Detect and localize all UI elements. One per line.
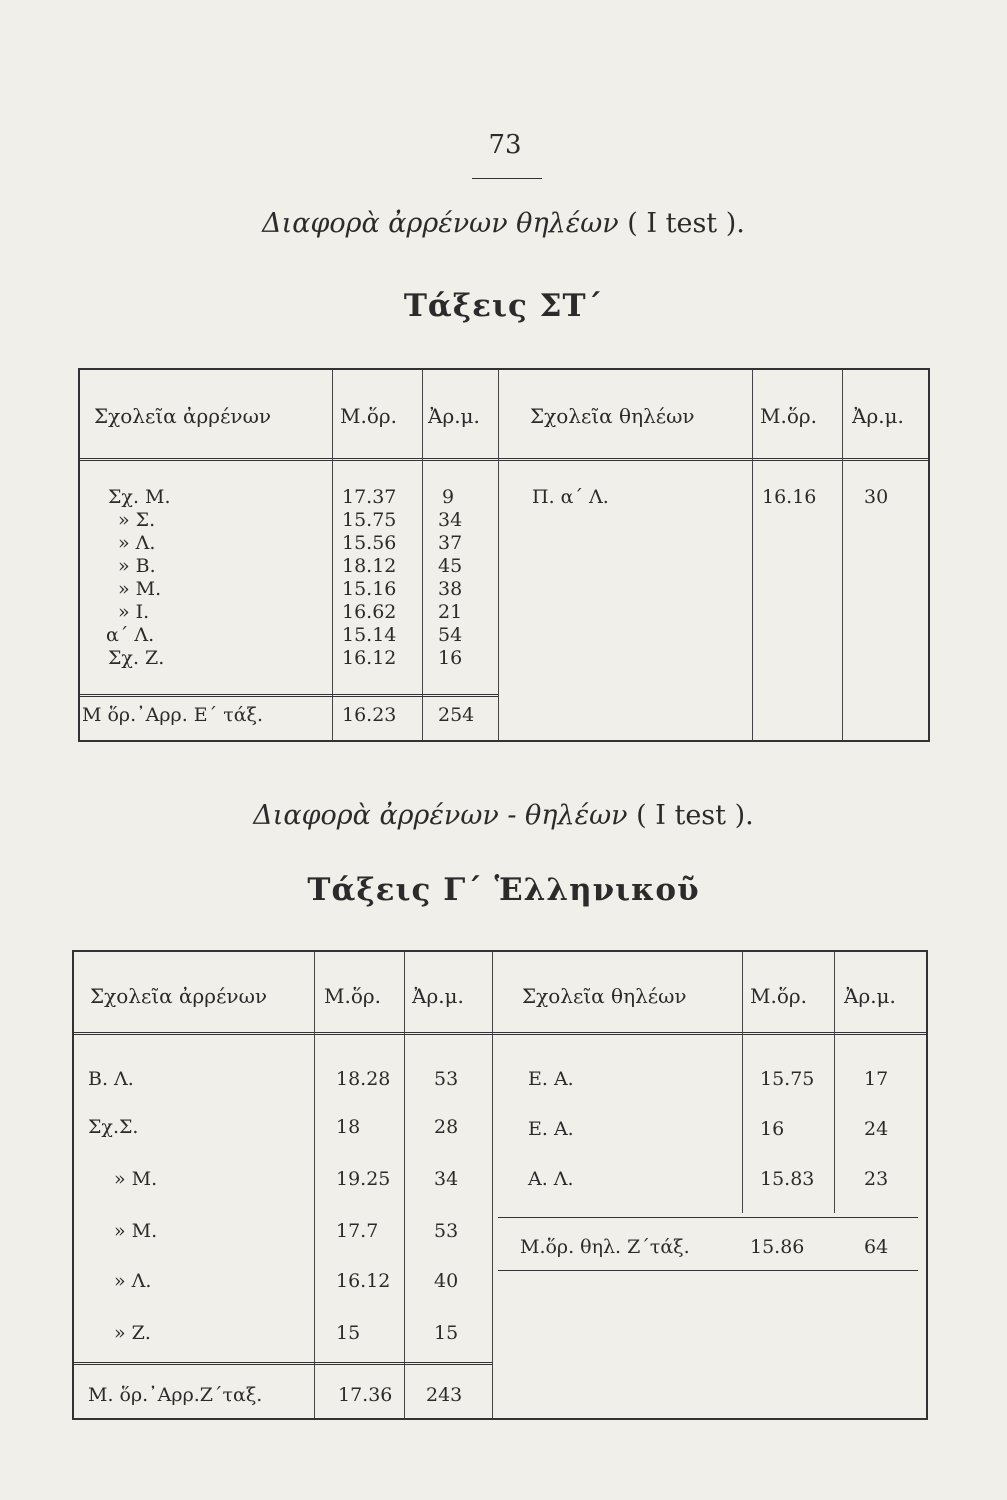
boys-mean: 16.12 [336, 1270, 391, 1292]
section2-title-test: ( I test ). [636, 800, 754, 831]
boys-mean: 15.16 [342, 578, 397, 600]
section1-title-test: ( I test ). [627, 208, 745, 239]
column-divider [842, 370, 843, 740]
boys-school: Σχ. Ζ. [108, 647, 165, 669]
header-girls-mean: Μ.ὅρ. [760, 404, 817, 428]
girls-count: 23 [864, 1168, 889, 1190]
summary-count: 254 [438, 704, 475, 726]
summary-count: 243 [426, 1384, 463, 1406]
girls-summary-count: 64 [864, 1236, 889, 1258]
summary-mean: 17.36 [338, 1384, 393, 1406]
boys-mean: 19.25 [336, 1168, 391, 1190]
boys-mean: 15.75 [342, 509, 397, 531]
boys-count: 37 [438, 532, 463, 554]
boys-mean: 18.12 [342, 555, 397, 577]
girls-school: Π. α΄ Λ. [532, 486, 609, 508]
boys-mean: 18.28 [336, 1068, 391, 1090]
girls-summary-label: Μ.ὅρ. θηλ. Ζ΄τάξ. [520, 1236, 690, 1258]
boys-school: » Σ. [118, 509, 156, 531]
boys-school: Σχ.Σ. [88, 1116, 139, 1138]
column-divider [332, 370, 333, 740]
summary-mean: 16.23 [342, 704, 397, 726]
boys-count: 16 [438, 647, 463, 669]
boys-school: » Β. [118, 555, 156, 577]
boys-count: 9 [442, 486, 455, 508]
column-divider [404, 952, 405, 1418]
header-girls-count: Ἀρ.μ. [852, 404, 904, 428]
section1-title [0, 208, 1007, 239]
column-divider [498, 370, 499, 740]
header-boys-count: Ἀρ.μ. [412, 984, 464, 1008]
girls-count: 24 [864, 1118, 889, 1140]
summary-rule [80, 694, 498, 697]
header-boys-mean: Μ.ὅρ. [340, 404, 397, 428]
girls-school: Ε. Α. [528, 1118, 574, 1140]
header-girls-count: Ἀρ.μ. [844, 984, 896, 1008]
header-girls-school: Σχολεῖα θηλέων [530, 404, 695, 428]
boys-count: 40 [434, 1270, 459, 1292]
boys-school: » Μ. [114, 1168, 158, 1190]
boys-mean: 16.62 [342, 601, 397, 623]
boys-mean: 18 [336, 1116, 361, 1138]
girls-mean: 16 [760, 1118, 785, 1140]
boys-count: 54 [438, 624, 463, 646]
header-girls-mean: Μ.ὅρ. [750, 984, 807, 1008]
header-boys-school: Σχολεῖα ἀρρένων [90, 984, 268, 1008]
summary-label: Μ. ὅρ.᾿Αρρ.Ζ΄ταξ. [88, 1384, 263, 1406]
boys-school: » Ι. [118, 601, 150, 623]
section2-title [0, 800, 1007, 831]
boys-mean: 16.12 [342, 647, 397, 669]
boys-count: 53 [434, 1220, 459, 1242]
boys-count: 34 [438, 509, 463, 531]
column-divider [492, 952, 493, 1418]
section1-subtitle: Τάξεις ΣΤ΄ [403, 288, 604, 324]
girls-mean: 15.75 [760, 1068, 815, 1090]
girls-school: Ε. Α. [528, 1068, 574, 1090]
table-sixth-grade [78, 368, 930, 742]
column-divider [752, 370, 753, 740]
summary-rule [74, 1362, 492, 1365]
page-number-rule [472, 178, 542, 179]
boys-count: 45 [438, 555, 463, 577]
header-boys-mean: Μ.ὅρ. [324, 984, 381, 1008]
section2-title-text: Διαφορὰ ἀρρένων - θηλέων [253, 800, 628, 831]
boys-count: 28 [434, 1116, 459, 1138]
section1-title-text: Διαφορὰ ἀρρένων θηλέων [262, 208, 619, 239]
column-divider [742, 952, 743, 1213]
boys-school: » Μ. [118, 578, 162, 600]
table-third-grade [72, 950, 928, 1420]
girls-summary-rule [498, 1270, 918, 1271]
boys-count: 38 [438, 578, 463, 600]
boys-mean: 17.7 [336, 1220, 379, 1242]
boys-mean: 15 [336, 1322, 361, 1344]
header-boys-school: Σχολεῖα ἀρρένων [94, 404, 272, 428]
girls-count: 17 [864, 1068, 889, 1090]
boys-school: » Ζ. [114, 1322, 151, 1344]
girls-count: 30 [864, 486, 889, 508]
girls-mean: 16.16 [762, 486, 817, 508]
boys-school: » Λ. [114, 1270, 152, 1292]
boys-count: 21 [438, 601, 463, 623]
header-boys-count: Ἀρ.μ. [428, 404, 480, 428]
boys-mean: 15.56 [342, 532, 397, 554]
boys-mean: 15.14 [342, 624, 397, 646]
column-divider [422, 370, 423, 740]
boys-school: α΄ Λ. [106, 624, 155, 646]
boys-mean: 17.37 [342, 486, 397, 508]
page-number: 73 [488, 130, 522, 160]
girls-mean: 15.83 [760, 1168, 815, 1190]
boys-count: 53 [434, 1068, 459, 1090]
section2-subtitle: Τάξεις Γ΄ Ἑλληνικοῦ [307, 872, 700, 908]
column-divider [314, 952, 315, 1418]
boys-school: » Μ. [114, 1220, 158, 1242]
header-girls-school: Σχολεῖα θηλέων [522, 984, 687, 1008]
girls-summary-rule-bottom [498, 1217, 918, 1218]
boys-school: » Λ. [118, 532, 156, 554]
summary-label: Μ ὅρ.᾿Αρρ. Ε΄ τάξ. [82, 704, 264, 726]
column-divider [834, 952, 835, 1213]
girls-school: Α. Λ. [528, 1168, 574, 1190]
boys-count: 15 [434, 1322, 459, 1344]
boys-school: Β. Λ. [88, 1068, 134, 1090]
girls-summary-mean: 15.86 [750, 1236, 805, 1258]
boys-school: Σχ. Μ. [108, 486, 171, 508]
boys-count: 34 [434, 1168, 459, 1190]
